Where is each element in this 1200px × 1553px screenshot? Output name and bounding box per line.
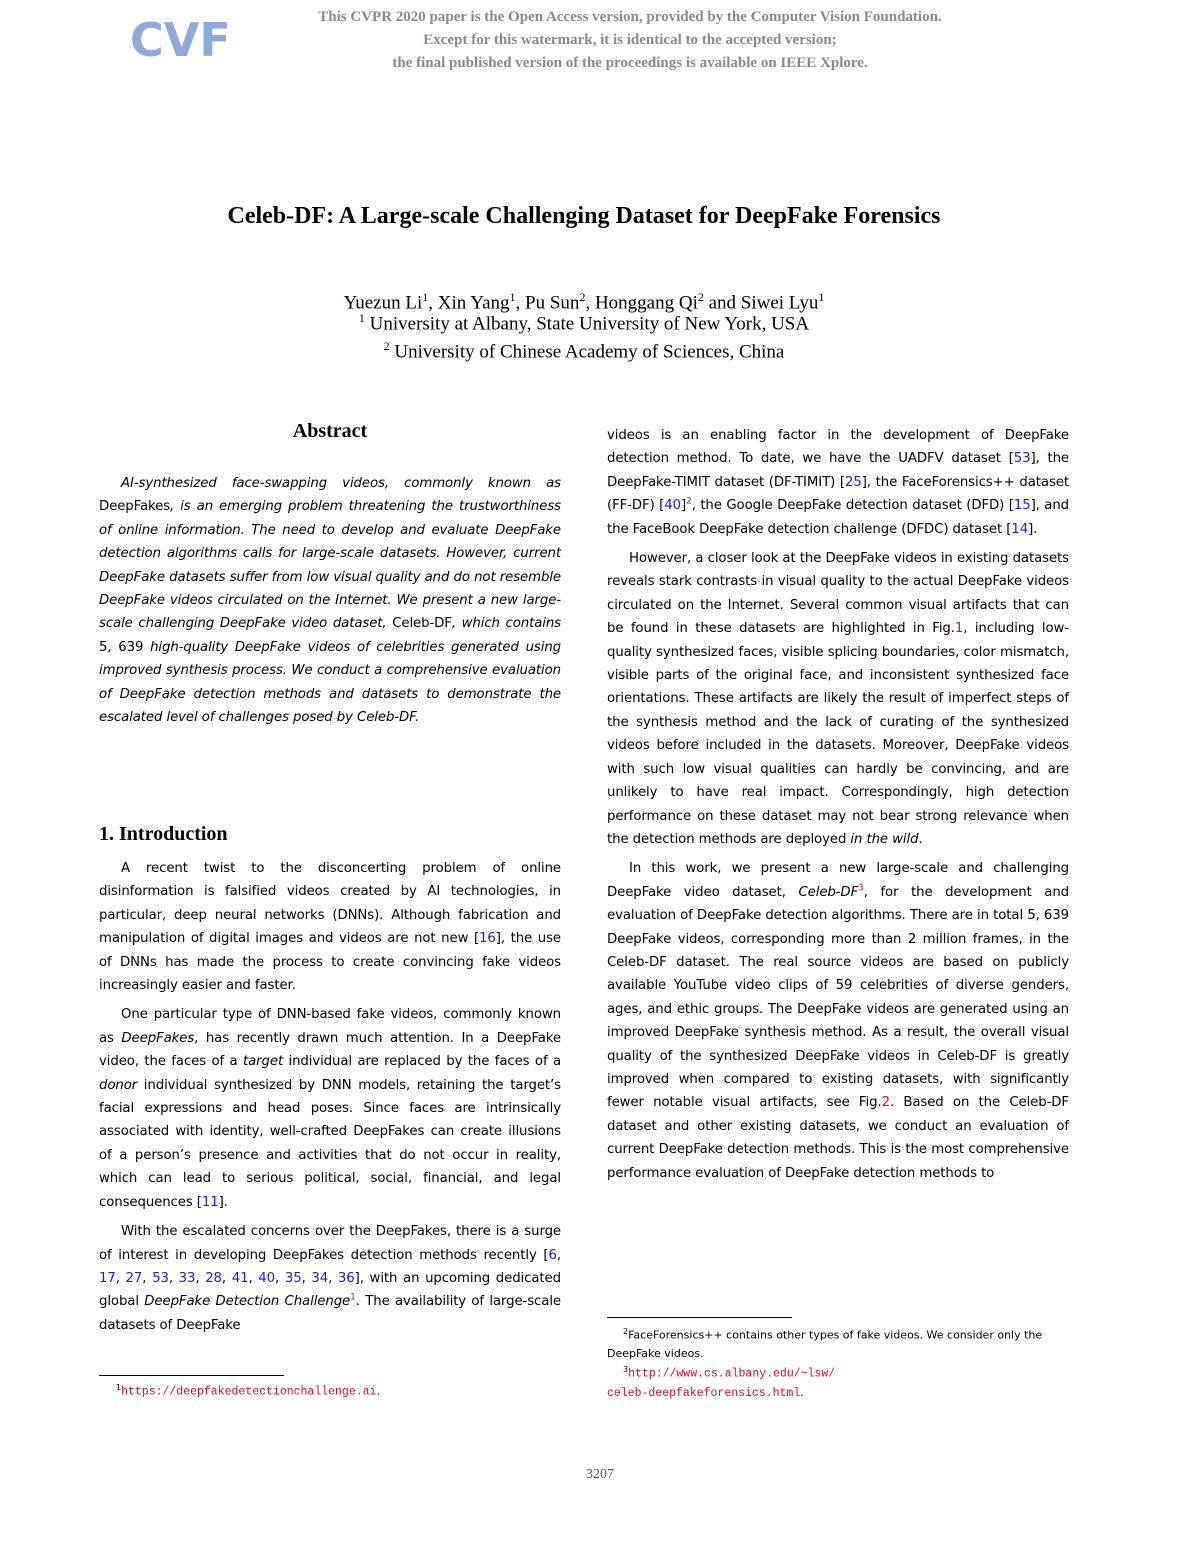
affiliation-number: 1	[358, 311, 365, 325]
footnote-text: .	[376, 1384, 380, 1398]
citation-link[interactable]: 53	[152, 1270, 169, 1286]
figure-link[interactable]: 2	[881, 1095, 890, 1111]
body-text: , the Google DeepFake detection dataset (DFD) [	[691, 498, 1014, 514]
abstract-text: , is an emerging problem threatening the trustworthiness of online information. The need to develop and evaluate DeepFake detection algorithms calls for large-scale datasets. However, current DeepFake datasets suffer from low visual quality and do not resemble DeepFake videos circulated on the Internet. We present a new large-scale challenging DeepFake video dataset,	[99, 499, 561, 632]
right-column-body	[607, 424, 1069, 1185]
author-separator: and	[703, 292, 741, 314]
affiliation-text: University of Chinese Academy of Sciences, China	[394, 341, 785, 363]
abstract-video-count: 5, 639	[99, 639, 144, 655]
author-name: Honggang Qi	[594, 292, 698, 314]
body-paragraph	[607, 857, 1069, 1185]
footnote-url-link[interactable]: https://deepfakedetectionchallenge.ai	[121, 1385, 377, 1399]
emphasis-text: Celeb-DF	[798, 884, 859, 900]
introduction-heading: 1. Introduction	[99, 823, 228, 845]
author-affiliation-mark: 2	[697, 290, 704, 304]
footnote-number: 1	[116, 1383, 122, 1392]
body-text: ], the DeepFake-TIMIT dataset (DF-TIMIT) [	[607, 451, 1069, 490]
affiliation-text: University at Albany, State University of New York, USA	[369, 313, 810, 335]
author-separator: ,	[515, 292, 526, 314]
author-affiliation-mark: 2	[579, 290, 586, 304]
body-text: ].	[1028, 521, 1038, 537]
body-text: With the escalated concerns over the DeepFakes, there is a surge of interest in developing DeepFakes detection methods recently [	[99, 1224, 561, 1263]
footnote-number: 2	[623, 1327, 629, 1336]
author-name: Yuezun Li	[343, 292, 423, 314]
body-text: videos is an enabling factor in the development of DeepFake detection method. To date, we have the UADFV dataset [	[607, 428, 1069, 467]
watermark-line: Except for this watermark, it is identical to the accepted version;	[423, 32, 837, 48]
paper-title: Celeb-DF: A Large-scale Challenging Dataset for DeepFake Forensics	[227, 203, 941, 229]
emphasis-text: DeepFake Detection Challenge	[144, 1294, 351, 1310]
citation-link[interactable]: 6	[548, 1247, 557, 1263]
body-text: individual synthesized by DNN models, retaining the target’s facial expressions and head poses. Since faces are intrinsically associated with identity, well-crafted DeepFakes can create illusions of a person’s presence and activities that do not occur in reality, which can lead to serious political, social, financial, and legal consequences [	[99, 1077, 561, 1210]
body-text: ], and the FaceBook DeepFake detection challenge (DFDC) dataset [	[607, 498, 1069, 537]
body-text: , has recently drawn much attention. In a DeepFake video, the faces of a	[99, 1030, 561, 1070]
video-count: 5, 639	[1027, 908, 1069, 924]
body-text: In this work, we present a new large-scale and challenging DeepFake video dataset,	[607, 861, 1069, 900]
body-paragraph	[99, 857, 561, 997]
affiliation-number: 2	[383, 339, 390, 353]
body-text: However, a closer look at the DeepFake videos in existing datasets reveals stark contrasts in visual quality to the actual DeepFake videos circulated on the Internet. Several common visual artifacts that can be found in these datasets are highlighted in Fig.	[607, 551, 1069, 637]
citation-link[interactable]: 16	[479, 931, 496, 947]
emphasis-text: DeepFakes	[121, 1030, 195, 1046]
footnote-number: 3	[623, 1365, 629, 1374]
body-paragraph: videos is an enabling factor in the development of DeepFake detection method. To date, we have the UADFV dataset [53], the DeepFake-TIMIT dataset (DF-TIMIT) [25], the FaceForensics++ dataset (FF-DF) [40]$^2$, the Google DeepFake detection dataset (DFD) [15], and the FaceBook DeepFake detection challenge (DFDC) dataset [14].	[607, 428, 1069, 537]
author-separator: ,	[428, 292, 438, 314]
abstract-body	[99, 472, 561, 729]
abstract-heading: Abstract	[292, 420, 368, 442]
cvf-logo-text: CVF	[130, 13, 231, 67]
body-paragraph	[99, 1003, 561, 1214]
footnote-marker[interactable]: 2	[686, 496, 692, 507]
author-affiliation-mark: 1	[818, 290, 825, 304]
citation-link[interactable]: 41	[231, 1270, 249, 1286]
body-text: ], the use of DNNs has made the process to create convincing fake videos increasingly easier and faster.	[99, 931, 561, 994]
body-text: ].	[218, 1194, 228, 1210]
citation-list: 6, 17, 27, 53, 33, 28, 41, 40, 35, 34, 36	[99, 1247, 561, 1286]
watermark-line: This CVPR 2020 paper is the Open Access version, provided by the Computer Vision Foundation.	[318, 9, 942, 25]
footnote-marker[interactable]: 3	[858, 883, 864, 894]
citation-link[interactable]: 35	[284, 1270, 302, 1286]
citation-link[interactable]: 40	[258, 1270, 276, 1286]
footnote-line	[607, 1361, 1069, 1384]
citation-link[interactable]: 15	[1013, 498, 1031, 514]
footnote-url-link[interactable]: http://www.cs.albany.edu/~lsw/	[628, 1367, 836, 1381]
author-affiliation-mark: 1	[509, 290, 516, 304]
body-text: , for the development and evaluation of DeepFake detection algorithms. There are in total	[607, 884, 1069, 924]
footnote-2	[607, 1323, 1069, 1363]
cvf-logo	[130, 13, 231, 67]
emphasis-text: target	[243, 1054, 284, 1070]
footnote-1	[116, 1379, 380, 1402]
body-text: DeepFake videos, corresponding more than 2 million frames, in the Celeb-DF dataset. The real source videos are based on publicly available YouTube video clips of 59 celebrities of diverse genders, ages, and ethic groups. The DeepFake videos are generated using an improved DeepFake synthesis method. As a result, the overall visual quality of the synthesized DeepFake videos in Celeb-DF is greatly improved when compared to existing datasets, with significantly fewer notable visual artifacts, see Fig.	[607, 931, 1069, 1111]
page-number: 3207	[586, 1467, 614, 1482]
body-text: . Based on the Celeb-DF dataset and other existing datasets, we conduct an evaluation of current DeepFake detection methods. This is the most comprehensive performance evaluation of DeepFake detection methods to	[607, 1095, 1069, 1181]
abstract-text: high-quality DeepFake videos of celebrities generated using improved synthesis process. We conduct a comprehensive evaluation of DeepFake detection methods and datasets to demonstrate the escalated level of challenges posed by Celeb-DF.	[99, 639, 561, 726]
citation-link[interactable]: 11	[201, 1194, 219, 1210]
author-name: Pu Sun	[525, 292, 580, 314]
footnote-url-link[interactable]: celeb-deepfakeforensics.html	[607, 1386, 801, 1400]
citation-link[interactable]: 53	[1013, 451, 1031, 467]
footnote-text: FaceForensics++ contains other types of fake videos. We consider only the DeepFake videos.	[607, 1328, 1043, 1360]
affiliation	[0, 339, 1168, 363]
author-name: Siwei Lyu	[740, 292, 819, 314]
citation-link[interactable]: 28	[205, 1270, 222, 1286]
footnote-rule	[99, 1375, 284, 1376]
citation-link[interactable]: 36	[337, 1270, 355, 1286]
body-text: ], the FaceForensics++ dataset (FF-DF) [	[607, 474, 1069, 514]
body-text: One particular type of DNN-based fake videos, commonly known as	[99, 1007, 561, 1046]
open-access-watermark	[250, 6, 1010, 75]
body-text: , including low-quality synthesized faces, visible splicing boundaries, color mismatch, visible parts of the original face, and inconsistent synthesized face orientations. These artifacts are likely the result of imperfect steps of the synthesis method and the lack of curating of the synthesized videos before included in the datasets. Moreover, DeepFake videos with such low visual qualities can hardly be convincing, and are unlikely to have real impact. Correspondingly, high detection performance on these dataset may not bear strong relevance when the detection methods are deployed	[607, 621, 1070, 847]
footnote-rule	[607, 1317, 792, 1318]
citation-link[interactable]: 25	[844, 474, 862, 490]
citation-link[interactable]: 33	[178, 1270, 196, 1286]
citation-link[interactable]: 14	[1011, 521, 1029, 537]
introduction-body	[99, 857, 561, 1337]
body-paragraph	[607, 547, 1069, 851]
citation-link[interactable]: 27	[125, 1270, 143, 1286]
citation-link[interactable]: 34	[311, 1270, 329, 1286]
footnote-3	[607, 1361, 1069, 1403]
emphasis-text: in the wild	[850, 831, 919, 847]
abstract-dataset-name: Celeb-DF	[392, 616, 452, 632]
footnote-line	[607, 1384, 1069, 1403]
author-affiliation-mark: 1	[422, 290, 429, 304]
body-text: A recent twist to the disconcerting problem of online disinformation is falsified videos created by AI technologies, in particular, deep neural networks (DNNs). Although fabrication and manipulation of digital images and videos are not new [	[99, 861, 561, 947]
body-paragraph	[99, 1220, 561, 1337]
watermark-line: the final published version of the proceedings is available on IEEE Xplore.	[392, 55, 868, 71]
body-text: .	[918, 831, 923, 847]
footnote-text: .	[800, 1385, 804, 1399]
abstract-text: , which contains	[451, 616, 561, 632]
figure-link[interactable]: 1	[954, 621, 964, 637]
author-name: Xin Yang	[437, 292, 510, 314]
affiliation	[0, 311, 1168, 335]
emphasis-text: donor	[99, 1077, 138, 1093]
abstract-term: DeepFakes	[99, 499, 171, 515]
abstract-paragraph	[99, 472, 561, 729]
author-separator: ,	[585, 292, 595, 314]
body-text: ], with an upcoming dedicated global	[99, 1270, 561, 1310]
citation-link[interactable]: 17	[99, 1270, 116, 1286]
footnote-marker[interactable]: 1	[350, 1292, 356, 1303]
body-text: individual are replaced by the faces of a	[283, 1054, 562, 1070]
body-text: . The availability of large-scale datasets of DeepFake	[99, 1294, 561, 1333]
citation-link[interactable]: 40	[664, 498, 681, 514]
abstract-text: AI-synthesized face-swapping videos, commonly known as	[121, 476, 561, 491]
